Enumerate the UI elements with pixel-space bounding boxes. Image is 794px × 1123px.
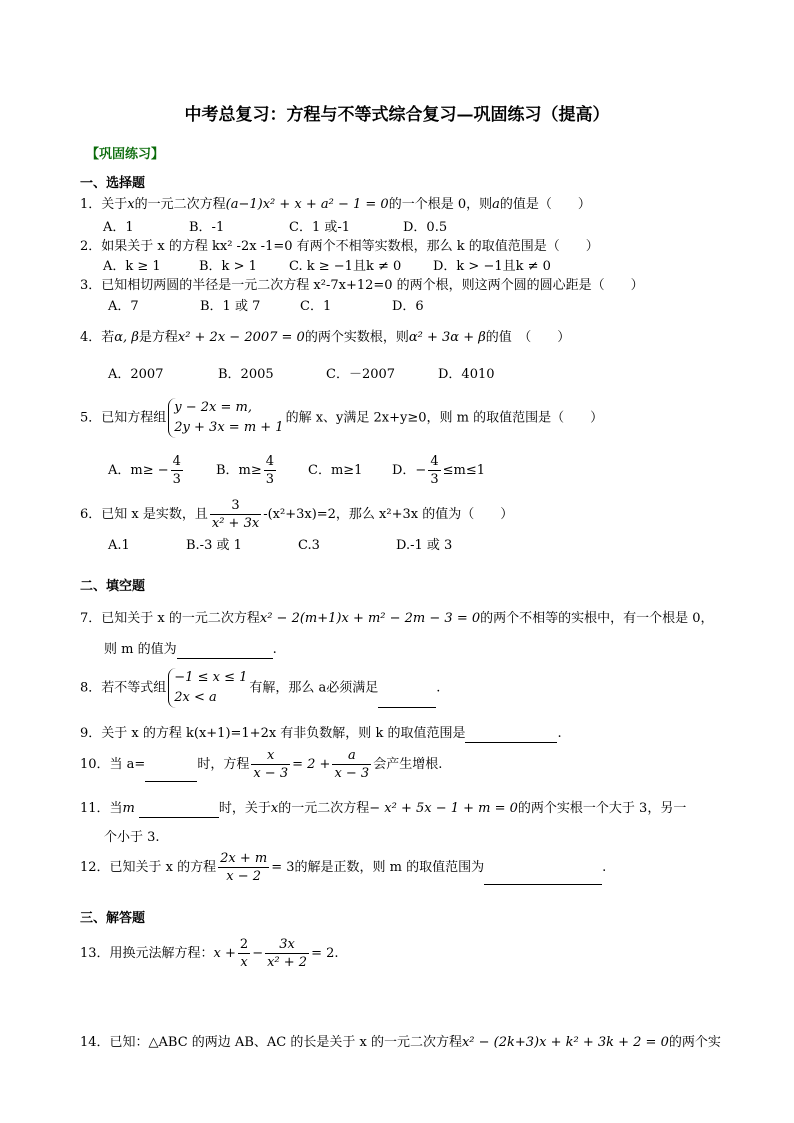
question-7: 7．已知关于 x 的一元二次方程x² − 2(m+1)x + m² − 2m − 3 = 0的两个不相等的实根中，有一个根是 0， <box>80 611 714 626</box>
option: D．4010 <box>438 367 495 382</box>
option: A.1 <box>108 538 130 553</box>
question-13: 13．用换元法解方程：x + $\frac{2}{x}$ − $\frac{3x}{\text{x² + 2}}$ = 2. <box>80 937 339 970</box>
answer-blank[interactable] <box>145 767 197 782</box>
question-3: 3．已知相切两圆的半径是一元二次方程 x²-7x+12=0 的两个根，则这两个圆的圆心距是（ ） <box>80 278 644 293</box>
question-3-options <box>108 298 424 316</box>
question-10: 10．当 a= 时，方程 $\frac{x}{x - 3}$ = 2 + $\frac{a}{x - 3}$ 会产生增根. <box>80 748 443 781</box>
option: C．1 <box>300 299 332 314</box>
option: D．k > −1且k ≠ 0 <box>433 259 551 274</box>
option: A．m≥ − $\frac{4}{3}$ <box>108 454 181 487</box>
question-6-options <box>108 537 452 555</box>
answer-blank[interactable] <box>378 693 436 708</box>
question-1: 1．关于x的一元二次方程(a−1)x² + x + a² − 1 = 0的一个根是 0，则a的值是（ ） <box>80 197 591 212</box>
section-fill-heading: 二、填空题 <box>80 579 146 594</box>
fraction: $\frac{4}{3}$ <box>430 454 439 487</box>
fraction: $\frac{a}{x - 3}$ <box>334 748 370 781</box>
option: C. k ≥ −1且k ≠ 0 <box>289 259 402 274</box>
option: A．7 <box>108 299 139 314</box>
question-4: 4．若α, β是方程x² + 2x − 2007 = 0的两个实数根，则α² + 3α + β的值 （ ） <box>80 330 571 345</box>
option: C．m≥1 <box>308 463 363 478</box>
q7-equation: x² − 2(m+1)x + m² − 2m − 3 = 0 <box>259 611 481 626</box>
question-11-line2: 个小于 3. <box>104 830 160 845</box>
option: D．0.5 <box>403 220 448 235</box>
equation-system: y − 2x = m, 2y + 3x = m + 1 <box>168 398 283 438</box>
fraction: $\frac{4}{3}$ <box>172 454 181 487</box>
answer-blank[interactable] <box>465 728 557 743</box>
option: D．− $\frac{4}{3}$ ≤m≤1 <box>392 454 485 487</box>
inequality-system: −1 ≤ x ≤ 1 2x < a <box>168 668 247 708</box>
section-choice-heading: 一、选择题 <box>80 176 146 191</box>
option: C．1 或-1 <box>289 220 351 235</box>
question-5: 5．已知方程组 y − 2x = m, 2y + 3x = m + 1 的解 x、y满足 2x+y≥0，则 m 的取值范围是（ ） <box>80 398 603 438</box>
option: A．k ≥ 1 <box>103 259 161 274</box>
option: D．6 <box>392 299 424 314</box>
question-5-options <box>108 453 485 488</box>
option: B．m≥ $\frac{4}{3}$ <box>216 454 275 487</box>
question-11: 11．当m 时，关于x的一元二次方程− x² + 5x − 1 + m = 0的两个实根一个大于 3，另一 <box>80 801 687 816</box>
option: A．1 <box>103 220 134 235</box>
question-1-options <box>103 219 447 237</box>
q4-equation: x² + 2x − 2007 = 0 <box>177 330 305 345</box>
option: B．-1 <box>189 220 225 235</box>
question-7-line2: 则 m 的值为 . <box>104 642 277 657</box>
section-label: 【巩固练习】 <box>86 147 165 162</box>
q14-equation: x² − (2k+3)x + k² + 3k + 2 = 0 <box>461 1035 669 1050</box>
question-6: 6．已知 x 是实数，且 $\frac{3}{\text{x² + 3x}}$ -(x²+3x)=2，那么 x²+3x 的值为（ ） <box>80 498 514 531</box>
question-2: 2．如果关于 x 的方程 kx² -2x -1=0 有两个不相等实数根，那么 k 的取值范围是（ ） <box>80 239 599 254</box>
fraction: $\frac{3}{\text{x² + 3x}}$ <box>211 498 260 531</box>
option: D.-1 或 3 <box>396 538 453 553</box>
question-4-options <box>108 366 495 384</box>
option: B．k > 1 <box>199 259 257 274</box>
fraction: $\frac{3x}{\text{x² + 2}}$ <box>267 937 308 970</box>
question-2-options <box>103 258 551 276</box>
question-14: 14．已知：△ABC 的两边 AB、AC 的长是关于 x 的一元二次方程x² − (2k+3)x + k² + 3k + 2 = 0的两个实 <box>80 1035 721 1050</box>
question-12: 12．已知关于 x 的方程 $\frac{2x + m}{x - 2}$ = 3的解是正数，则 m 的取值范围为 . <box>80 851 607 884</box>
question-8: 8．若不等式组 −1 ≤ x ≤ 1 2x < a 有解，那么 a必须满足 . <box>80 668 440 708</box>
answer-blank[interactable] <box>484 870 602 885</box>
page-title: 中考总复习：方程与不等式综合复习—巩固练习（提高） <box>184 105 610 125</box>
option: B．2005 <box>218 367 274 382</box>
q1-equation: (a−1)x² + x + a² − 1 = 0 <box>225 197 389 212</box>
fraction: $\frac{2x + m}{x - 2}$ <box>220 851 268 884</box>
fraction: $\frac{4}{3}$ <box>265 454 275 487</box>
question-9: 9．关于 x 的方程 k(x+1)=1+2x 有非负数解，则 k 的取值范围是 . <box>80 726 562 741</box>
option: A．2007 <box>108 367 164 382</box>
answer-blank[interactable] <box>139 803 219 818</box>
option: C．－2007 <box>326 367 396 382</box>
fraction: $\frac{x}{x - 3}$ <box>253 748 289 781</box>
option: C.3 <box>298 538 320 553</box>
q11-equation: − x² + 5x − 1 + m = 0 <box>369 801 518 816</box>
option: B．1 或 7 <box>200 299 261 314</box>
answer-blank[interactable] <box>177 644 273 659</box>
section-solve-heading: 三、解答题 <box>80 911 146 926</box>
fraction: $\frac{2}{x}$ <box>239 937 249 970</box>
option: B.-3 或 1 <box>186 538 242 553</box>
